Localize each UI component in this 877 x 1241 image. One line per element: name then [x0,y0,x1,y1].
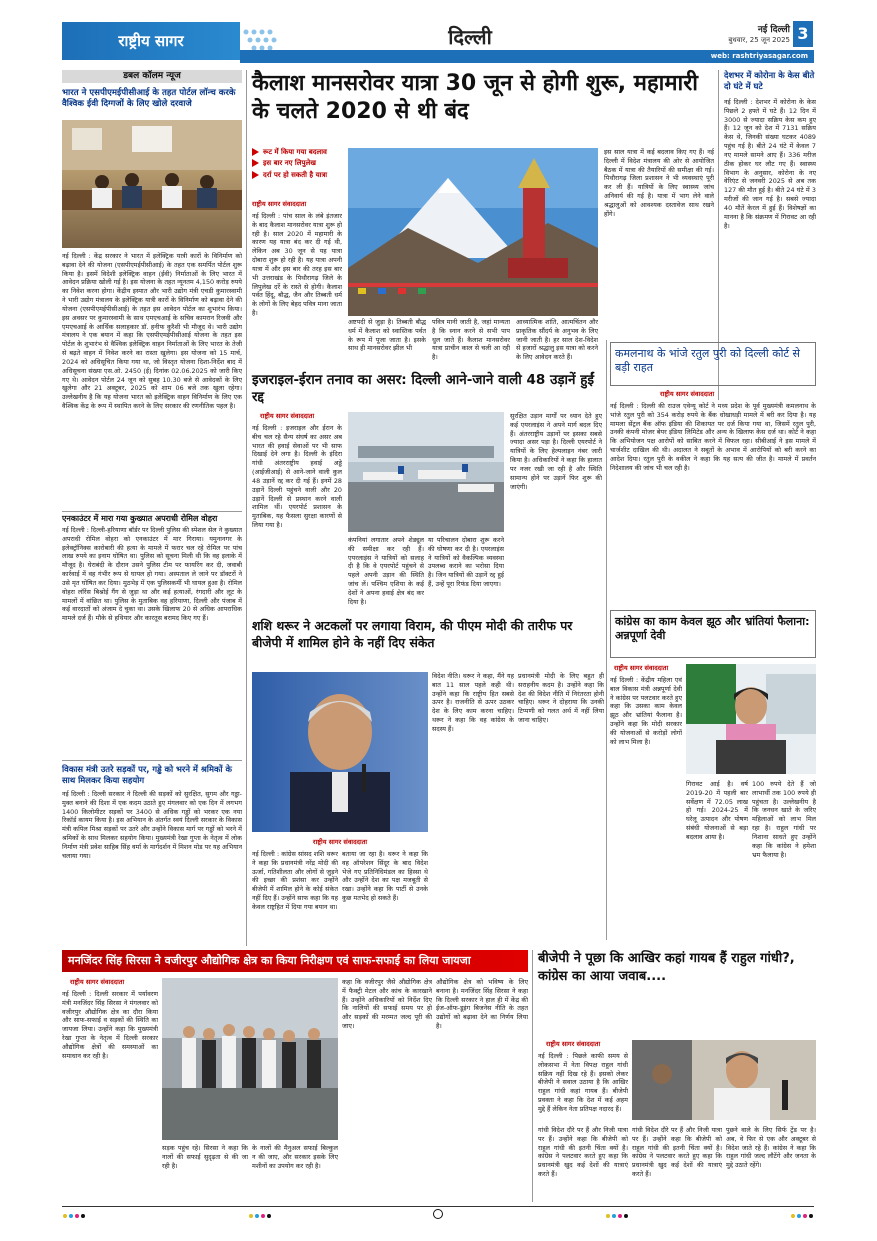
inspection-photo [162,978,338,1140]
mountain-photo [348,148,598,316]
column-rule [532,950,533,1202]
story-headline: विकास मंत्री उतरे सड़कों पर, गड्ढे को भरने में श्रमिकों के साथ मिलकर किया सहयोग [62,764,232,785]
edition-date: बुधवार, 25 जून 2025 [728,36,790,45]
story-body: गांधी विदेश दौरे पर हैं और निजी यात्रा पर हैं। उन्होंने कहा कि बीजेपी को राहुल गांधी की इतनी चिंता क्यों है। कांग्रेस ने पलटवार करते हुए कहा कि प्रधानमंत्री खुद कई देशों की यात्राएं करते हैं। [632,1126,722,1179]
byline: राष्ट्रीय सागर संवाददाता [252,200,307,208]
byline: राष्ट्रीय सागर संवाददाता [260,412,315,420]
story-body: या परिचालन दोबारा शुरू करने की घोषणा कर दी है। एयरलाइंस ने यात्रियों को वैकल्पिक व्यवस्था उपलब्ध कराने का भरोसा दिया है। जिन यात्रियों की उड़ानें रद्द हुई हैं, उन्हें पूरा रिफंड दिया जाएगा। [428,536,504,589]
lead-headline: कैलाश मानसरोवर यात्रा 30 जून से होगी शुरू, महामारी के चलते 2020 से थी बंद [252,71,698,124]
byline: राष्ट्रीय सागर संवाददाता [660,390,715,398]
story-headline-banner: मनजिंदर सिंह सिरसा ने वजीरपुर औद्योगिक क्षेत्र का किया निरीक्षण एवं साफ-सफाई का लिया जायजा [62,950,528,972]
photo-caption: सड़क पहुंच रहे। सिरसा ने कहा कि नालों की सफाई सुदृढ़ता से की जा रही है। [162,1144,248,1170]
bullet-arrow-icon [252,159,259,167]
person-photo [632,1040,816,1120]
byline: राष्ट्रीय सागर संवाददाता [546,1040,601,1048]
column-rule [246,70,247,946]
story-body: गिरावट आई है। वर्ष 2019-20 में पहली बार सर्वेक्षण में 72.05 लाख हो गई। 2024-25 में घरेलू उत्पादन और पोषण संबंधी योजनाओं से बड़ा बदलाव आया है। [686,780,748,841]
person-photo [252,672,428,832]
section-title: डबल कॉलम न्यूज [62,70,242,83]
annapurna-headline-box [610,610,816,658]
lead-body-col: इस साल यात्रा में कई बदलाव किए गए हैं। नई दिल्ली में विदेश मंत्रालय की ओर से आयोजित बैठक में यात्रा की तैयारियों की समीक्षा की गई। पिथौरागढ़ जिला प्रशासन ने भी व्यवस्थाएं पूरी कर ली हैं। यात्रियों के लिए स्वास्थ्य जांच अनिवार्य की गई है। यात्रा में भाग लेने वाले श्रद्धालुओं को आवश्यक दस्तावेज साथ रखने होंगे। [604,148,714,218]
story-body: 100 रुपये देते हैं जो लाभार्थी तक 100 रुपये ही पहुंचता है। उल्लेखनीय है कि जनधन खाते के जरिए महिलाओं को लाभ मिल रहा है। राहुल गांधी पर निशाना साधते हुए उन्होंने कहा कि कांग्रेस ने हमेशा भ्रम फैलाया है। [752,780,816,859]
bullet-text: इस बार नए लिपुलेख [263,159,316,168]
bullet-text: रूट में किया गया बदलाव [263,148,327,156]
story-body: नई दिल्ली : कांग्रेस सांसद शशि थरूर ने कहा कि प्रधानमंत्री नरेंद्र मोदी की ऊर्जा, गतिशीलता और लोगों से जुड़ने की इच्छा की प्रशंसा कर उन्होंने बीजेपी में शामिल होने के कोई संकेत नहीं दिए हैं। उन्होंने साफ कहा कि यह केवल राष्ट्रहित में दिया गया बयान था। [252,850,338,911]
bullet-arrow-icon [252,171,259,179]
city-name: दिल्ली [448,25,492,49]
airport-photo [348,412,504,532]
aircraft-photo [348,412,504,532]
bullet-text: दर्रा पर हो सकती है यात्रा [263,170,328,179]
story-headline: कांग्रेस का काम केवल झूठ और भ्रांतियां फैलाना: अन्नपूर्णा देवी [615,615,810,643]
footer-rule [62,1206,814,1207]
annapurna-photo [686,664,816,774]
lead-body-col: नई दिल्ली : पांच साल के लंबे इंतजार के बाद कैलाश मानसरोवर यात्रा शुरू हो रही है। साल 2020 में महामारी के कारण यह यात्रा बंद कर दी गई थी, लेकिन अब 30 जून से यह यात्रा दोबारा शुरू हो रही है। यह यात्रा अपनी यात्रा में और इस बार की तरह इस बार भी उत्तराखंड के पिथौरागढ़ जिले के लिपुलेख दर्रे के रास्ते से होगी। कैलाश पर्वत हिंदू, बौद्ध, जैन और तिब्बती धर्म के लोगों के लिए बेहद पवित्र माना जाता है। [252,212,342,318]
story-body: नई दिल्ली : देशभर में कोरोना के केस पिछले 2 हफ्ते में घटे हैं। 12 दिन में 3000 से ज्यादा सक्रिय केस कम हुए हैं। 12 जून को देश में 7131 सक्रिय केस थे, जिनकी संख्या घटकर 4089 पहुंच गई है। बीते 24 घंटे में केवल 7 नए मामले सामने आए हैं। 336 मरीज ठीक होकर घर लौट गए हैं। स्वास्थ्य विभाग के अनुसार, कोरोना के नए वेरिएंट से जनवरी 2025 से अब तक 127 की मौत हुई है। बीते 24 घंटे में 3 मरीजों की जान गई है। सबसे ज्यादा 40 मौतें केरल में हुई हैं। विशेषज्ञों का मानना है कि संक्रमण में गिरावट आ रही है। [724,98,816,230]
page-number: 3 [793,21,813,47]
photo-caption: के नालों की मैनुअल सफाई बिल्कुल न की जाए, और सरकार इसके लिए मशीनों का उपयोग कर रही है। [252,1144,338,1170]
website-link[interactable]: web: rashtriyasagar.com [240,50,814,63]
story-body: पुछने वाले के लिए सिर्फ ट्रेंड पर है। अब, वे फिर से एक और अक्टूबर से विदेश जाते रहे हैं। कांग्रेस ने कहा कि राहुल गांधी जल्द लौटेंगे और जनता के मुद्दे उठाते रहेंगे। [726,1126,816,1170]
byline: राष्ट्रीय सागर संवाददाता [614,664,669,672]
person-photo [686,664,816,774]
story-body: कंपनियां लगातार अपने शेड्यूल की समीक्षा कर रही हैं। एयरलाइंस ने यात्रियों को सलाह दी है कि वे एयरपोर्ट पहुंचने से पहले अपनी उड़ान की स्थिति जांच लें। पश्चिम एशिया के कई देशों ने अपना हवाई क्षेत्र बंद कर दिया है। [348,536,424,606]
story-headline: देशभर में कोरोना के केस बीते दो घंटे में घटे [724,70,815,91]
lead-bullets [252,148,342,180]
sirsa-photo [162,978,338,1140]
story-headline: इजराइल-ईरान तनाव का असर: दिल्ली आने-जाने वाली 48 उड़ानें हुईं रद्द [252,372,595,405]
kamalnath-headline-box [610,342,816,386]
story-body: नई दिल्ली : इजराइल और ईरान के बीच चल रहे सैन्य संघर्ष का असर अब भारत की हवाई सेवाओं पर भी साफ दिखाई देने लगा है। दिल्ली के इंदिरा गांधी अंतरराष्ट्रीय हवाई अड्डे (आईजीआई) से आने-जाने वाली कुल 48 उड़ानें रद्द कर दी गई हैं। इनमें 28 उड़ानें दिल्ली पहुंचने वाली और 20 उड़ानें दिल्ली से प्रस्थान करने वाली शामिल थीं। एयरपोर्ट प्रशासन के मुताबिक, यह फैसला सुरक्षा कारणों से लिया गया है। [252,424,342,530]
column-rule [606,340,607,940]
bullet-arrow-icon [252,148,259,156]
lead-body-col: आध्यात्मिक शांति, आत्मचिंतन और प्राकृतिक सौंदर्य के अनुभव के लिए जानी जाती है। हर साल देश-विदेश से हजारों श्रद्धालु इस यात्रा को करने के लिए आवेदन करते हैं। [516,318,598,362]
story-body: नई दिल्ली : दिल्ली की राउज एवेन्यू कोर्ट ने मध्य प्रदेश के पूर्व मुख्यमंत्री कमलनाथ के भांजे रतुल पुरी को 354 करोड़ रुपये के बैंक धोखाधड़ी मामले में बरी कर दिया है। यह मामला सेंट्रल बैंक ऑफ इंडिया की शिकायत पर दर्ज किया गया था, जिसमें रतुल पुरी, उनकी कंपनी मोजर बेयर इंडिया लिमिटेड और अन्य के खिलाफ केस दर्ज था। कोर्ट ने कहा कि अभियोजन पक्ष आरोपों को साबित करने में विफल रहा। सीबीआई ने इस मामले में चार्जशीट दाखिल की थी। अदालत ने सबूतों के अभाव में आरोपियों को बरी करने का आदेश दिया। रतुल पुरी के वकील ने कहा कि यह सत्य की जीत है। मामले में प्रवर्तन निदेशालय की जांच भी चल रही है। [610,402,816,472]
byline: राष्ट्रीय सागर संवाददाता [312,838,368,846]
brand-logo: राष्ट्रीय सागर [62,22,240,60]
story-body: नई दिल्ली : दिल्ली-हरियाणा बॉर्डर पर दिल्ली पुलिस की स्पेशल सेल ने कुख्यात अपराधी रोमिल वोहरा को एनकाउंटर में मार गिराया। यमुनानगर के इलेक्ट्रॉनिक्स कारोबारी की हत्या के मामले में फरार चल रहे रोमिल पर पांच लाख रुपये का इनाम घोषित था। पुलिस को सूचना मिली थी कि वह इलाके में मौजूद है। घेराबंदी के दौरान उसने पुलिस टीम पर फायरिंग कर दी, जवाबी कार्रवाई में वह गंभीर रूप से घायल हो गया। अस्पताल ले जाने पर डॉक्टरों ने उसे मृत घोषित कर दिया। मुठभेड़ में एक पुलिसकर्मी भी घायल हुआ है। रोमिल वोहरा लॉरेंस बिश्नोई गैंग से जुड़ा था और कई हत्याओं, रंगदारी और लूट के मामलों में वांछित था। पुलिस के मुताबिक वह हरियाणा, दिल्ली और पंजाब में कई वारदातों को अंजाम दे चुका था। उसके खिलाफ 20 से अधिक आपराधिक मामले दर्ज हैं। मौके से हथियार और कारतूस बरामद किए गए हैं। [62,526,242,623]
story-body: सुरक्षित उड़ान मार्गों पर ध्यान देते हुए कई एयरलाइंस ने अपने मार्ग बदल दिए हैं। अंतरराष्ट्रीय उड़ानों पर इसका सबसे ज्यादा असर पड़ा है। दिल्ली एयरपोर्ट ने यात्रियों के लिए हेल्पलाइन नंबर जारी किया है। अधिकारियों ने कहा कि हालात पर नजर रखी जा रही है और स्थिति सामान्य होने पर उड़ानें फिर शुरू की जाएंगी। [510,412,602,491]
story-body: विदेश नीति। थरूर ने कहा, मैंने यह बात 11 साल पहले कही थी। उन्होंने कहा कि राष्ट्रीय हित सबसे ऊपर है। राजनीति से ऊपर उठकर देश के लिए काम करना चाहिए। थरूर ने कहा कि वह कांग्रेस के सदस्य हैं। [432,672,514,733]
story-body: नई दिल्ली : पिछले काफी समय से लोकसभा में नेता विपक्ष राहुल गांधी सक्रिय नहीं दिख रहे हैं। इसको लेकर बीजेपी ने सवाल उठाया है कि आखिर राहुल गांधी कहां गायब हैं। बीजेपी प्रवक्ता ने कहा कि देश में कई अहम मुद्दे हैं लेकिन नेता प्रतिपक्ष नदारद हैं। [538,1052,628,1113]
story-headline: भारत ने एसपीएमईपीसीआई के तहत पोर्टल लॉन्च करके वैश्विक ईवी दिग्गजों के लिए खोले दरवाजे [62,88,236,110]
story-body: बताया जा रहा है। थरूर ने कहा कि वह ऑपरेशन सिंदूर के बाद विदेश भेजे गए प्रतिनिधिमंडल का हिस्सा थे और उन्होंने देश का पक्ष मजबूती से रखा। उन्होंने कहा कि पार्टी से उनके कुछ मतभेद हो सकते हैं। [342,850,428,903]
edition-info [690,24,790,46]
story-body: प्रधानमंत्री मोदी के लिए बहुत ही सराहनीय कदम है। उन्होंने कहा कि देश की विदेश नीति में निरंतरता होनी चाहिए। थरूर ने दोहराया कि उनकी टिप्पणी को गलत अर्थ में नहीं लिया जाना चाहिए। [518,672,604,725]
edition-city: नई दिल्ली [757,25,790,35]
story-body: कहा कि वजीरपुर जैसे औद्योगिक क्षेत्र में फैक्ट्री मेटल और कांच के कारखाने हैं। उन्होंने अधिकारियों को निर्देश दिए कि नालियों की सफाई समय पर हो और सड़कों की मरम्मत जल्द पूरी की जाए। [342,978,432,1031]
kailash-photo [348,148,598,316]
story-photo [62,120,242,248]
story-body: गांधी विदेश दौरे पर हैं और निजी यात्रा पर हैं। उन्होंने कहा कि बीजेपी को राहुल गांधी की इतनी चिंता क्यों है। कांग्रेस ने पलटवार करते हुए कहा कि प्रधानमंत्री खुद कई देशों की यात्राएं करते हैं। [538,1126,628,1179]
story-body: नई दिल्ली : केंद्र सरकार ने भारत में इलेक्ट्रिक यात्री कारों के विनिर्माण को बढ़ावा देने की योजना (एसपीएमईपीसीआई) के तहत एक समर्पित पोर्टल शुरू किया है। इसमें विदेशी इलेक्ट्रिक वाहन (ईवी) निर्माताओं के लिए भारत में आवेदन प्रक्रिया खोली गई है। इस योजना के तहत न्यूनतम 4,150 करोड़ रुपये का निवेश करना होगा। केंद्रीय इस्पात और भारी उद्योग मंत्री एचडी कुमारस्वामी ने भारी उद्योग मंत्रालय के इलेक्ट्रिक यात्री कारों के विनिर्माण को बढ़ावा देने की योजना (एसपीएमईपीसीआई) के तहत इस आवेदन पोर्टल का शुभारंभ किया। इस अवसर पर कुमारस्वामी के साथ एमएचआई के सचिव कामरान रिजवी और एमएचआई के आर्थिक सलाहकार डॉ. हनीफ कुरैशी भी मौजूद थे। भारी उद्योग मंत्रालय ने एक बयान में कहा कि एसपीएमईपीसीआई योजना के तहत इस पोर्टल के शुभारंभ से वैश्विक इलेक्ट्रिक वाहन निर्माताओं के लिए भारत के तेजी से बढ़ते वाहन में निवेश करने का रास्ता खुलेगा। इस योजना को 15 मार्च, 2024 को अधिसूचित किया गया था, जो विस्तृत योजना दिशा-निर्देश बाद में अधिसूचना संख्या एस.ओ. 2450 (ई) दिनांक 02.06.2025 को जारी किए गए थे। आवेदन पोर्टल 24 जून को सुबह 10.30 बजे से आवेदकों के लिए खुलेगा और 21 अक्टूबर, 2025 को शाम 06 बजे तक खुला रहेगा। उल्लेखनीय है कि यह योजना भारत को इलेक्ट्रिक वाहन विनिर्माण के लिए एक वैश्विक केंद्र के रूप में स्थापित करने के लिए सरकार की रणनीतिक पहल है। [62,252,242,411]
footer-color-bar [62,1212,814,1222]
lead-body-col: पवित्र मानी जाती है, जहां मान्यता है कि स्नान करने से सभी पाप धुल जाते हैं। कैलाश मानसरोवर यात्रा प्राचीन काल से चली आ रही है। [432,318,510,362]
lead-body-col: अष्टपदी से जुड़ा है। तिब्बती बौद्ध धर्म में कैलाश को स्वास्तिक पर्वत के रूप में पूजा जाता है। इसके साथ ही मानसरोवर झील भी [348,318,426,353]
meeting-photo [62,120,242,248]
story-headline: शशि थरूर ने अटकलों पर लगाया विराम, की पीएम मोदी की तारीफ पर बीजेपी में शामिल होने के नहीं दिए संकेत [252,618,573,650]
rahul-photo [632,1040,816,1120]
story-headline: एनकाउंटर में मारा गया कुख्यात अपराधी रोमिल वोहरा [62,514,218,523]
story-body: नई दिल्ली : दिल्ली सरकार में पर्यावरण मंत्री मनजिंदर सिंह सिरसा ने मंगलवार को वजीरपुर औद्योगिक क्षेत्र का दौरा किया और साफ-सफाई व सड़कों की स्थिति का जायजा लिया। उन्होंने कहा कि मुख्यमंत्री रेखा गुप्ता के नेतृत्व में दिल्ली सरकार औद्योगिक क्षेत्रों की समस्याओं का समाधान कर रही है। [62,990,158,1060]
tharoor-photo [252,672,428,832]
story-headline: बीजेपी ने पूछा कि आखिर कहां गायब हैं राहुल गांधी?, कांग्रेस का आया जवाब.... [538,951,795,985]
story-headline: कमलनाथ के भांजे रतुल पुरी को दिल्ली कोर्ट से बड़ी राहत [615,347,800,375]
divider [62,760,242,761]
story-body: औद्योगिक क्षेत्र को भविष्य के लिए बनाना है। मनजिंदर सिंह सिरसा ने कहा कि दिल्ली सरकार ने हाल ही में केंद्र की ईज-ऑफ-डूइंग बिजनेस नीति के तहत उद्योगों को बढ़ावा देने का निर्णय लिया है। [436,978,528,1031]
story-body: नई दिल्ली : दिल्ली सरकार ने दिल्ली की सड़कों को सुरक्षित, सुगम और गड्ढा-मुक्त बनाने की दिशा में एक कदम उठाते हुए मंगलवार को एक दिन में लगभग 1400 किलोमीटर सड़कों पर 3400 से अधिक गड्ढों को भरकर एक नया रिकॉर्ड कायम किया है। इस अभियान के अंतर्गत स्वयं दिल्ली सरकार के विकास मंत्री कपिल मिश्रा सड़कों पर उतरे और उन्होंने विकास मार्ग पर गड्ढों को भरने में श्रमिकों के साथ मिलकर सहयोग किया। मुख्यमंत्री रेखा गुप्ता के नेतृत्व में लोक निर्माण मंत्री प्रवेश साहिब सिंह वर्मा के मार्गदर्शन में मिशन मोड पर यह अभियान चलाया गया। [62,790,242,860]
divider [62,511,242,512]
story-body: नई दिल्ली : केंद्रीय महिला एवं बाल विकास मंत्री अन्नपूर्णा देवी ने कांग्रेस पर पलटवार करते हुए कहा कि उसका काम केवल झूठ और भ्रांतियां फैलाना है। उन्होंने कहा कि मोदी सरकार की योजनाओं से करोड़ों लोगों को लाभ मिला है। [610,676,682,746]
byline: राष्ट्रीय सागर संवाददाता [70,978,125,986]
registration-mark-icon [433,1209,443,1219]
